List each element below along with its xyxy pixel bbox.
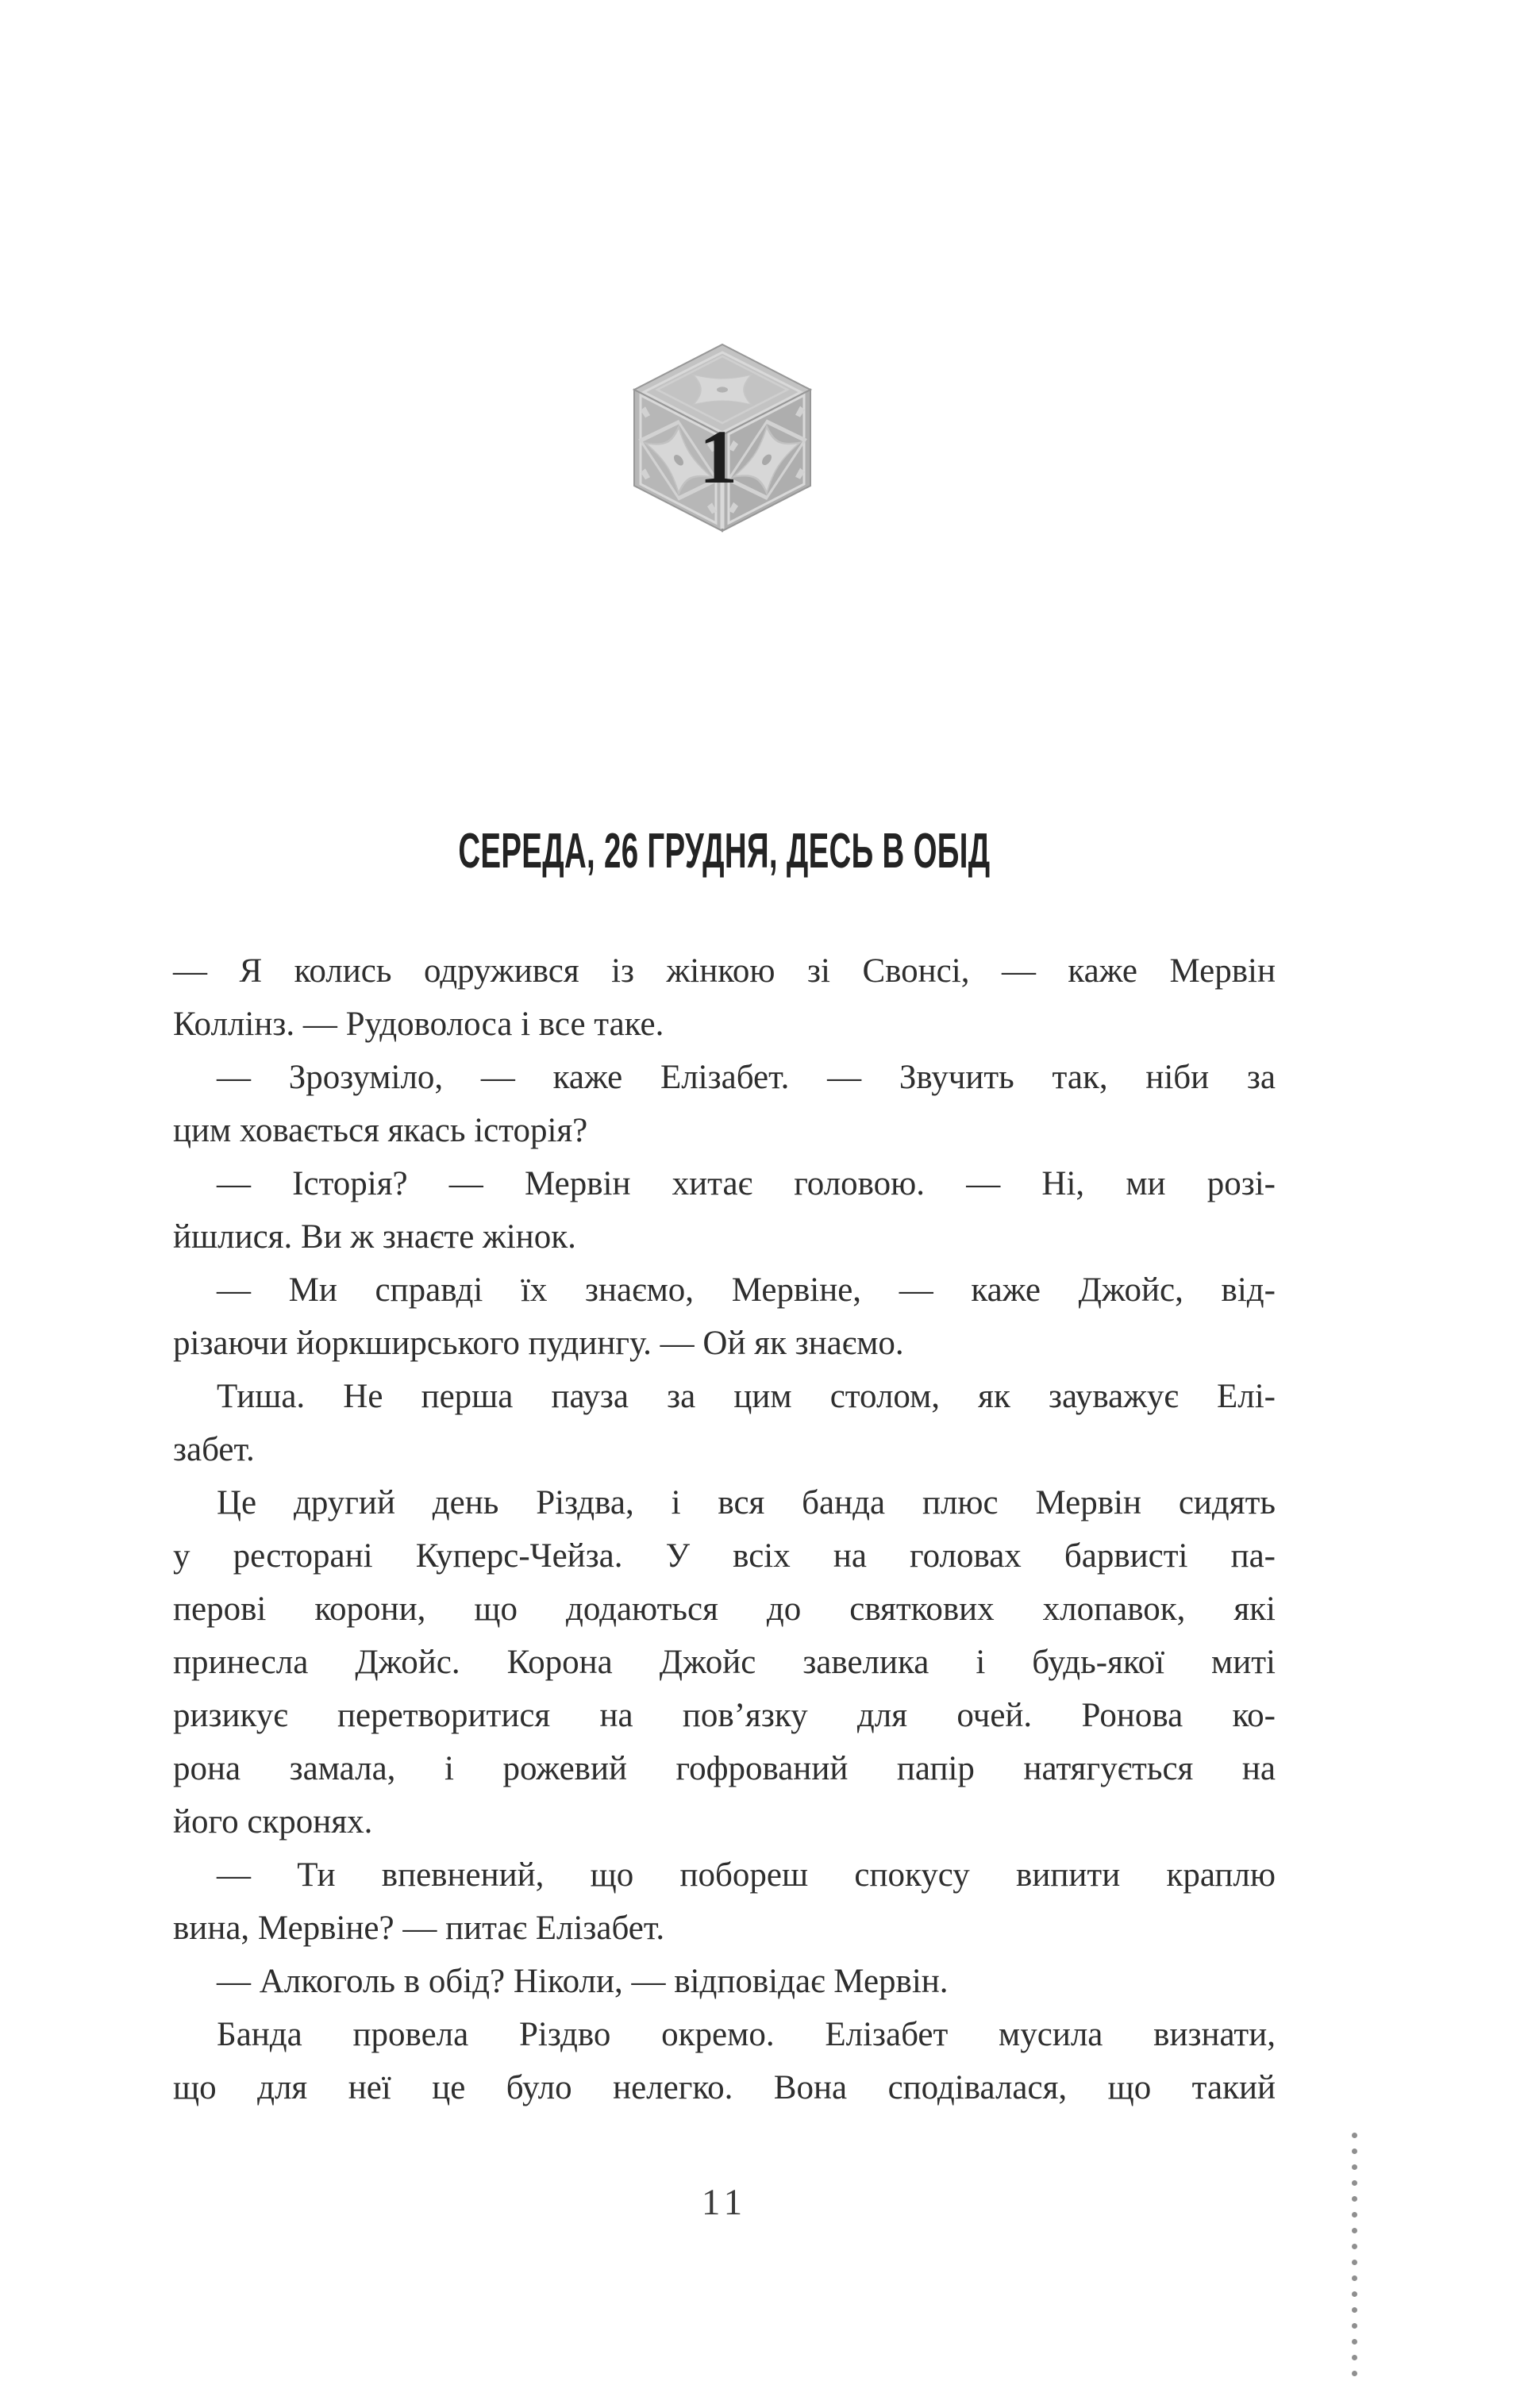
text-line: ризикує перетворитися на пов’язку для очей. Ронова ко- xyxy=(173,1697,1276,1734)
dotted-rule xyxy=(1352,2133,1357,2376)
dot xyxy=(1352,2244,1357,2249)
text-line: цим ховається якась історія? xyxy=(173,1112,588,1149)
text-line: — Алкоголь в обід? Ніколи, — відповідає Мервін. xyxy=(217,1963,949,2000)
dot xyxy=(1352,2307,1357,2313)
text-line: його скронях. xyxy=(173,1803,373,1841)
text-line: Коллінз. — Рудоволоса і все таке. xyxy=(173,1006,664,1043)
text-line: у ресторані Куперс-Чейза. У всіх на головах барвисті па- xyxy=(173,1537,1276,1575)
dot xyxy=(1352,2323,1357,2329)
text-line: вина, Мервіне? — питає Елізабет. xyxy=(173,1910,665,1947)
chapter-heading-text: СЕРЕДА, 26 ГРУДНЯ, ДЕСЬ В ОБІД xyxy=(458,824,991,879)
text-line: перові корони, що додаються до святкових хлопавок, які xyxy=(173,1591,1276,1628)
text-line: йшлися. Ви ж знаєте жінок. xyxy=(173,1218,576,1256)
text-line: — Ми справді їх знаємо, Мервіне, — каже Джойс, від- xyxy=(217,1271,1276,1309)
dot xyxy=(1352,2291,1357,2297)
text-line: — Я колись одружився із жінкою зі Свонсі, — каже Мервін xyxy=(173,952,1276,990)
body-text xyxy=(173,944,1276,2114)
chapter-number: 1 xyxy=(699,414,737,499)
text-line: — Ти впевнений, що побореш спокусу випити краплю xyxy=(217,1856,1276,1894)
dot xyxy=(1352,2275,1357,2281)
dot xyxy=(1352,2355,1357,2360)
text-line: — Історія? — Мервін хитає головою. — Ні, ми розі- xyxy=(217,1165,1276,1202)
dot xyxy=(1352,2148,1357,2154)
dot xyxy=(1352,2133,1357,2138)
text-line: рона замала, і рожевий гофрований папір натягується на xyxy=(173,1750,1276,1787)
text-line: забет. xyxy=(173,1431,255,1468)
dot xyxy=(1352,2196,1357,2202)
dot xyxy=(1352,2339,1357,2345)
dot xyxy=(1352,2180,1357,2186)
text-line: що для неї це було нелегко. Вона сподівалася, що такий xyxy=(173,2069,1276,2106)
text-line: різаючи йоркширського пудингу. — Ой як знаємо. xyxy=(173,1325,904,1362)
dot xyxy=(1352,2260,1357,2265)
text-line: Це другий день Різдва, і вся банда плюс Мервін сидять xyxy=(217,1484,1276,1521)
text-line: Тиша. Не перша пауза за цим столом, як зауважує Елі- xyxy=(217,1378,1276,1415)
page-number: 11 xyxy=(701,2182,748,2223)
chapter-heading xyxy=(173,824,1276,879)
text-line: Банда провела Різдво окремо. Елізабет мусила визнати, xyxy=(217,2016,1276,2053)
chapter-dice-icon xyxy=(629,341,815,534)
dot xyxy=(1352,2371,1357,2376)
dice-svg xyxy=(629,341,815,534)
dot xyxy=(1352,2228,1357,2233)
text-line: принесла Джойс. Корона Джойс завелика і будь-якої миті xyxy=(173,1644,1276,1681)
dot xyxy=(1352,2212,1357,2218)
dot xyxy=(1352,2164,1357,2170)
text-line: — Зрозуміло, — каже Елізабет. — Звучить так, ніби за xyxy=(217,1059,1276,1096)
